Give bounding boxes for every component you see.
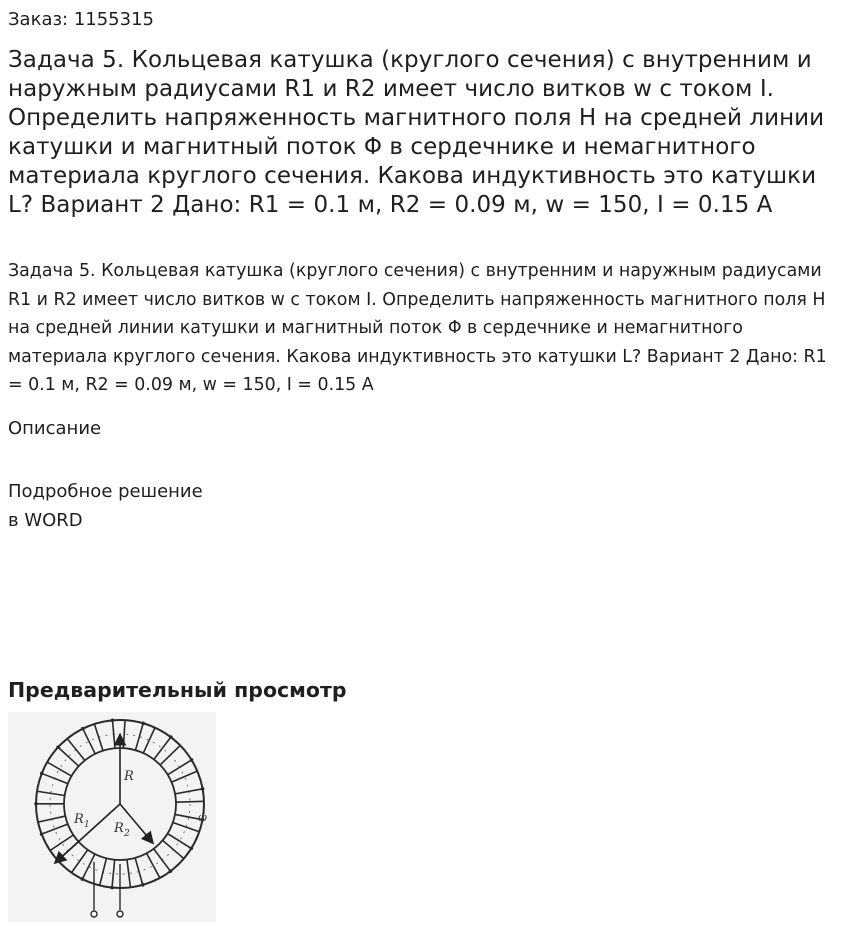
winding-dot [201,787,205,791]
winding-turn [123,720,143,750]
label-r2: R [114,821,124,836]
winding-dot [40,772,44,776]
winding-turn [94,720,115,750]
winding-dot [111,719,115,723]
label-r1-sub: 1 [84,820,90,830]
winding-dot [141,883,145,887]
winding-dot [40,832,44,836]
solution-note [8,478,203,535]
solution-line-1: Подробное решение [8,481,203,502]
coil-leads [91,862,123,917]
winding-dot [81,727,85,731]
preview-heading: Предварительный просмотр [8,678,347,702]
solution-line-2: в WORD [8,509,83,531]
winding-turn [112,860,130,888]
preview-image[interactable] [8,712,216,922]
winding-dot [169,869,173,873]
winding-dot [34,802,38,806]
winding-dot [189,847,193,851]
winding-dot [141,721,145,725]
winding-dot [56,745,60,749]
label-r2-sub: 2 [124,829,130,839]
winding-dot [110,886,114,890]
winding-dot [169,735,173,739]
label-r: R [124,769,134,784]
winding-dot [81,877,85,881]
label-r1: R [74,812,84,827]
winding-dot [190,758,194,762]
task-description: Задача 5. Кольцевая катушка (круглого сечения) с внутренним и наружным радиусами R1 и R2 имеет число витков w с током I. Определить напряженность магнитного поля H на средней линии катушки и магнитный поток Φ в сердечнике и немагнитного материала круглого сечения. Какова индуктивность это катушки L? Вариант 2 Дано: R1 = 0.1 м, R2 = 0.09 м, w = 150, I = 0.15 А [8,261,827,396]
order-number: Заказ: 1155315 [8,9,154,30]
toroidal-coil-diagram [8,712,216,922]
description-heading: Описание [8,418,102,439]
label-w: ω [198,811,207,824]
task-title: Задача 5. Кольцевая катушка (круглого сечения) с внутренним и наружным радиусами R1 и R2 имеет число витков w с током I. Определить напряженность магнитного поля H на средней линии катушки и магнитный поток Φ в сердечнике и немагнитного материала круглого сечения. Какова индуктивность это катушки L? Вариант 2 Дано: R1 = 0.1 м, R2 = 0.09 м, w = 150, I = 0.15 А [8,47,825,218]
